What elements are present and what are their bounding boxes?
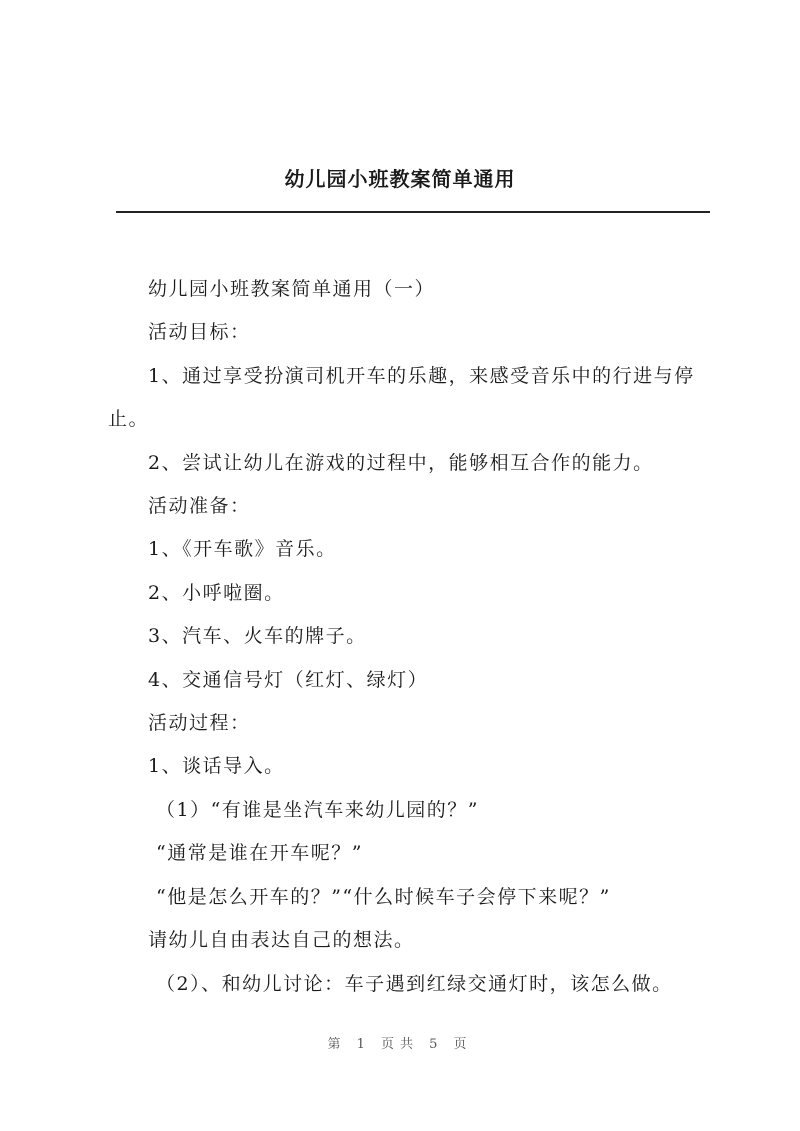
paragraph: “通常是谁在开车呢？” xyxy=(156,842,363,865)
document-body xyxy=(108,268,698,1006)
paragraph: 3、汽车、火车的牌子。 xyxy=(148,625,367,648)
paragraph: 2、尝试让幼儿在游戏的过程中，能够相互合作的能力。 xyxy=(148,451,654,474)
paragraph: 活动过程： xyxy=(148,712,251,735)
paragraph: 1、谈话导入。 xyxy=(148,755,285,778)
document-title: 幼儿园小班教案简单通用 xyxy=(284,167,516,191)
paragraph: “他是怎么开车的？”“什么时候车子会停下来呢？” xyxy=(156,885,611,908)
title-divider xyxy=(116,211,710,213)
section-heading: 幼儿园小班教案简单通用（一） xyxy=(148,278,436,300)
paragraph: 活动准备： xyxy=(148,495,251,518)
paragraph: （1）“有谁是坐汽车来幼儿园的？” xyxy=(156,798,480,821)
paragraph: 2、小呼啦圈。 xyxy=(148,581,285,604)
paragraph: （2）、和幼儿讨论：车子遇到红绿交通灯时，该怎么做。 xyxy=(156,972,673,995)
paragraph: 活动目标： xyxy=(148,321,251,344)
paragraph: 请幼儿自由表达自己的想法。 xyxy=(148,929,415,952)
page-footer: 第 1 页共 5 页 xyxy=(327,1037,473,1052)
paragraph: 1、《开车歌》音乐。 xyxy=(148,538,337,561)
paragraph: 1、通过享受扮演司机开车的乐趣，来感受音乐中的行进与停止。 xyxy=(108,364,695,431)
paragraph: 4、交通信号灯（红灯、绿灯） xyxy=(148,668,429,691)
